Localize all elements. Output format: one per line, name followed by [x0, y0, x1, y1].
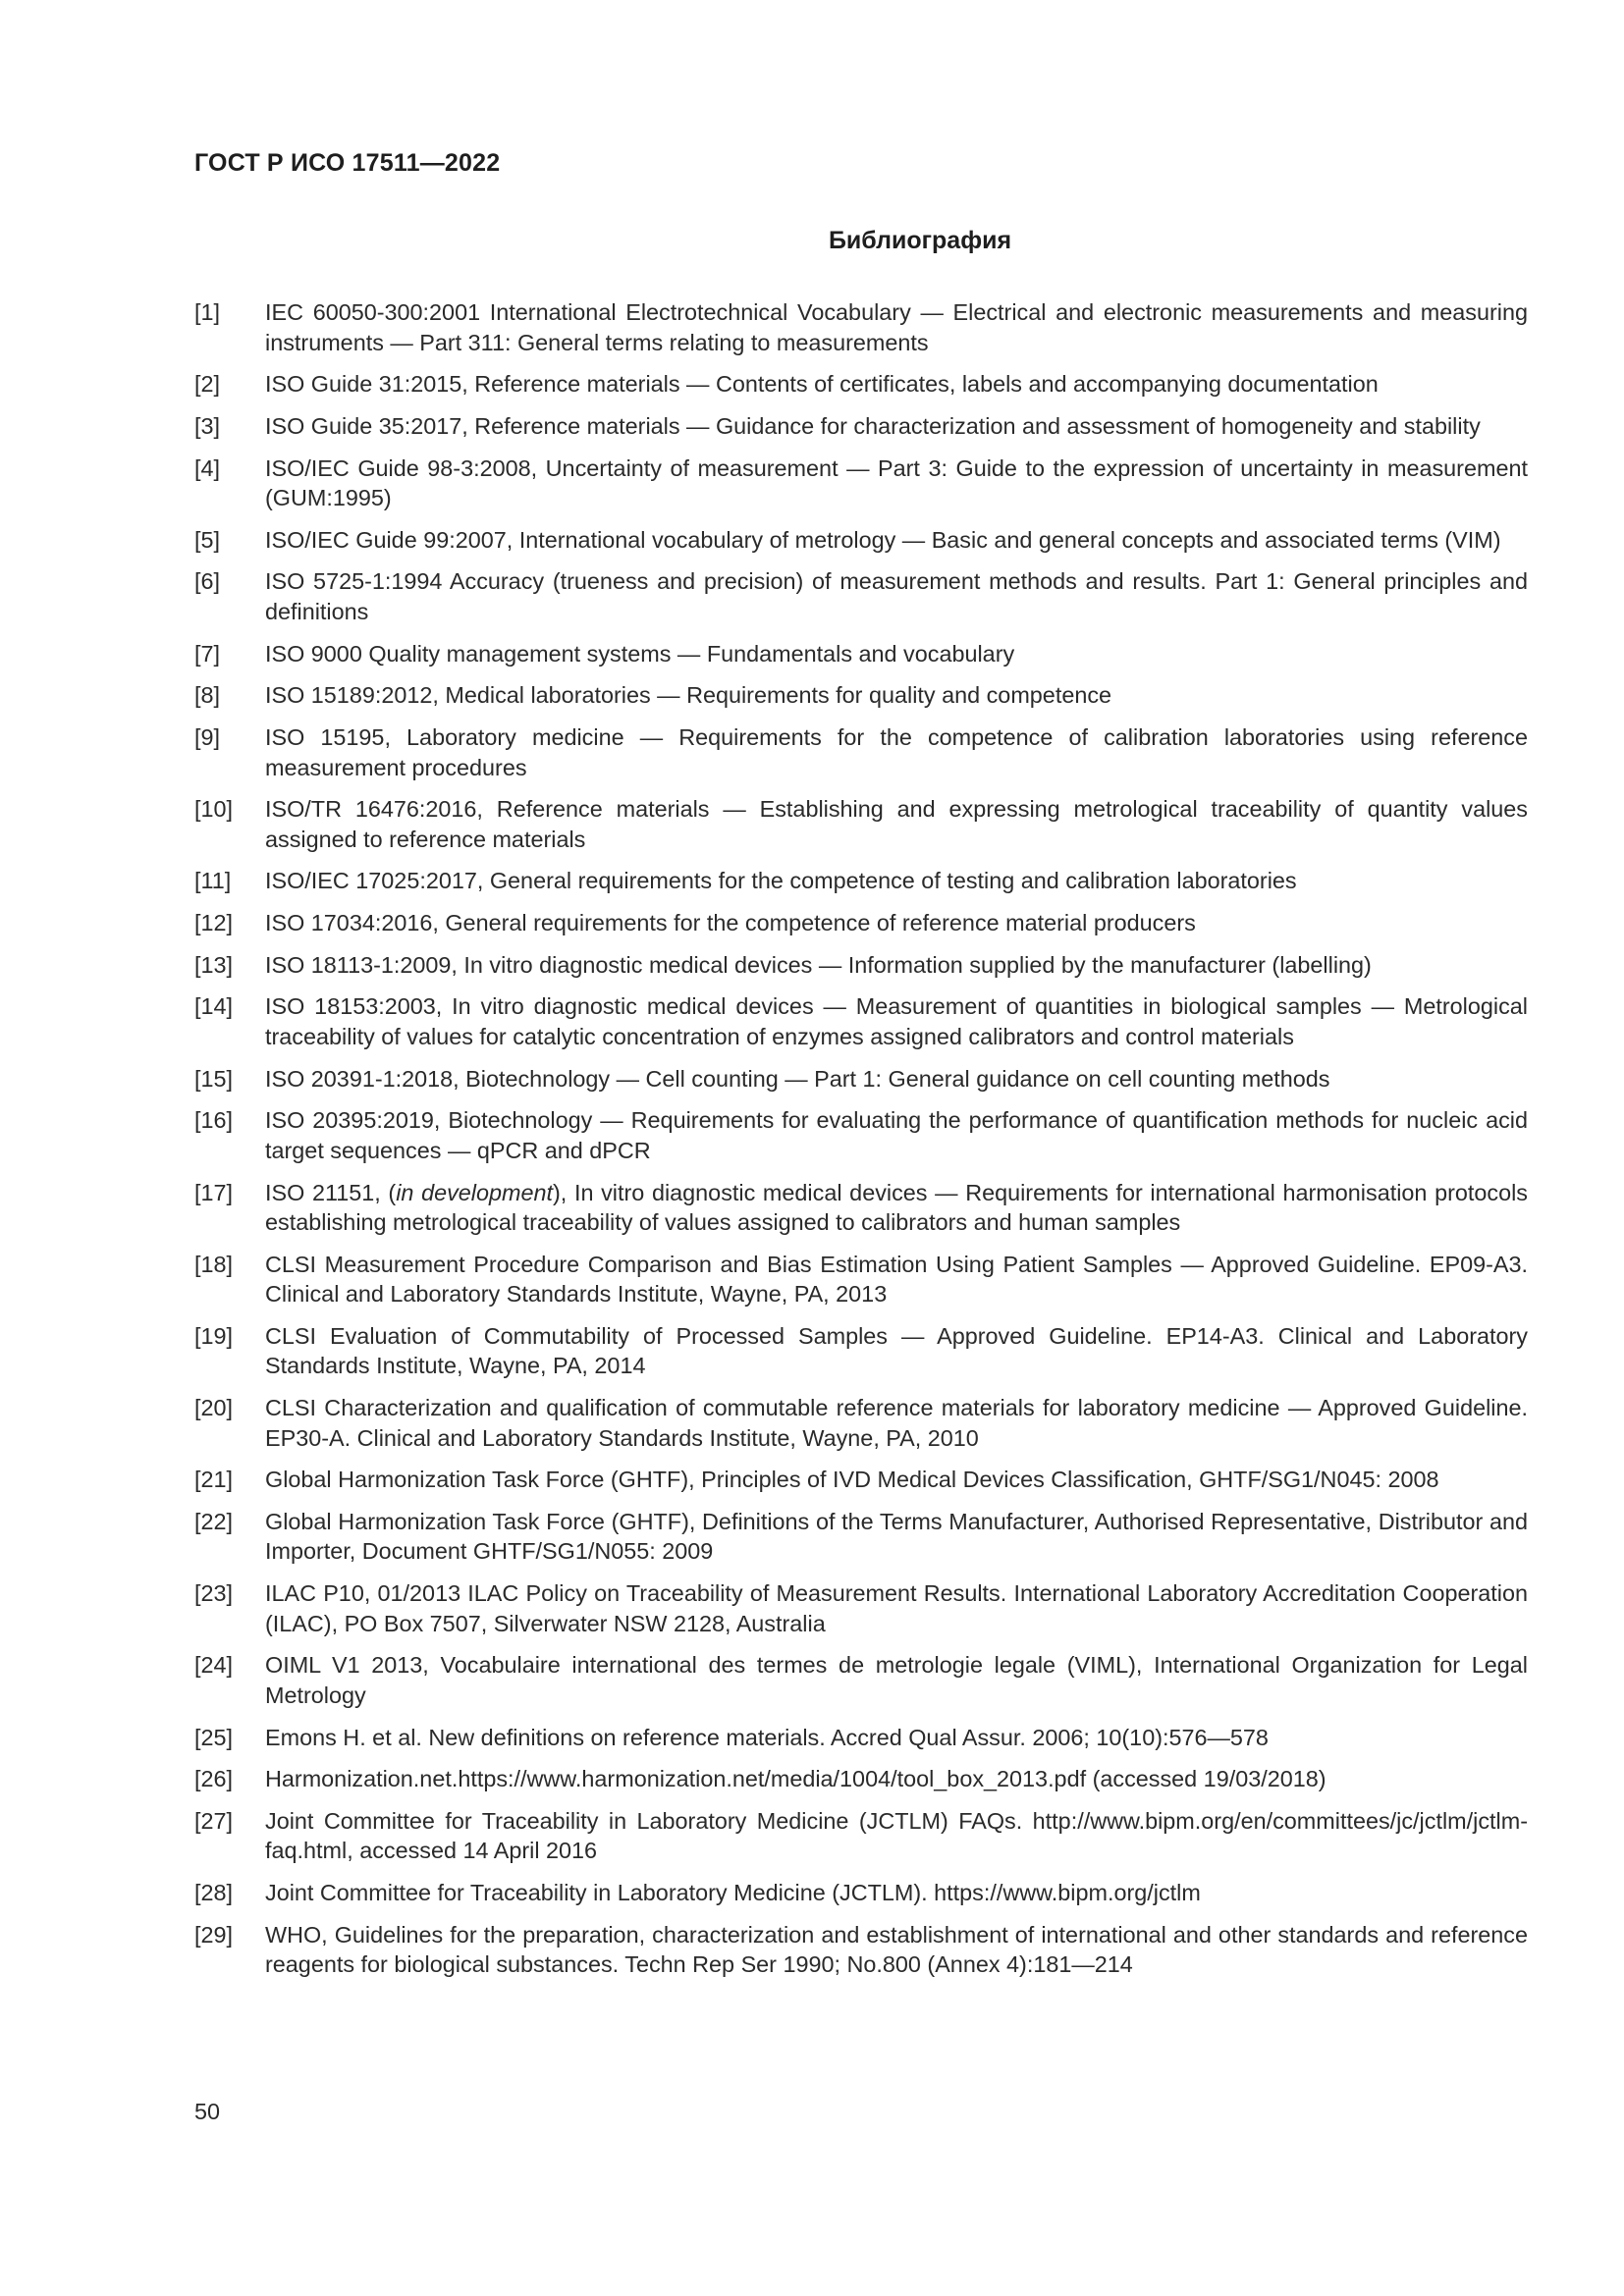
entry-text: Joint Committee for Traceability in Laboratory Medicine (JCTLM) FAQs. http://www.bipm.org/en/committees/jc/jctlm/jctlm-faq.html, accessed 14 April 2016 — [265, 1807, 1528, 1864]
bibliography-entry-23 — [194, 1578, 1528, 1638]
bibliography-entry-15 — [194, 1064, 1528, 1095]
entry-number: [2] — [194, 371, 221, 398]
page-number: 50 — [194, 2099, 221, 2124]
bibliography-entry-12 — [194, 908, 1528, 938]
entry-text: ISO 9000 Quality management systems — Fundamentals and vocabulary — [265, 640, 1015, 667]
entry-number: [11] — [194, 868, 232, 894]
entry-number: [20] — [194, 1395, 234, 1421]
bibliography-entry-18 — [194, 1250, 1528, 1309]
entry-text: CLSI Evaluation of Commutability of Processed Samples — Approved Guideline. EP14-A3. Clinical and Laboratory Standards Institute, Wayne, PA, 2014 — [265, 1322, 1528, 1379]
bibliography-entry-28 — [194, 1878, 1528, 1908]
entry-text: OIML V1 2013, Vocabulaire international des termes de metrologie legale (VIML), International Organization for Legal Metrology — [265, 1652, 1528, 1708]
entry-number: [3] — [194, 412, 221, 439]
entry-text: ISO/IEC 17025:2017, General requirements for the competence of testing and calibration laboratories — [265, 868, 1297, 894]
entry-number: [5] — [194, 526, 221, 553]
bibliography-entry-8 — [194, 680, 1528, 711]
entry-number: [10] — [194, 796, 234, 823]
entry-number: [16] — [194, 1107, 234, 1134]
entry-number: [23] — [194, 1580, 234, 1607]
entry-number: [27] — [194, 1807, 234, 1834]
entry-text: ISO 20395:2019, Biotechnology — Requirements for evaluating the performance of quantification methods for nucleic acid target sequences — qPCR and dPCR — [265, 1107, 1528, 1163]
entry-number: [25] — [194, 1724, 234, 1750]
bibliography-entry-20 — [194, 1393, 1528, 1453]
bibliography-entry-22 — [194, 1507, 1528, 1567]
bibliography-entry-16 — [194, 1105, 1528, 1165]
entry-number: [9] — [194, 724, 221, 750]
entry-text-italic: in development — [396, 1179, 553, 1205]
entry-text: ISO 18113-1:2009, In vitro diagnostic medical devices — Information supplied by the manufacturer (labelling) — [265, 951, 1372, 978]
entry-number: [21] — [194, 1467, 234, 1493]
standard-code-header: ГОСТ Р ИСО 17511—2022 — [194, 149, 501, 177]
entry-number: [14] — [194, 993, 234, 1020]
bibliography-entry-4 — [194, 454, 1528, 513]
entry-text: ISO 17034:2016, General requirements for the competence of reference material producers — [265, 910, 1196, 936]
entry-number: [22] — [194, 1508, 234, 1534]
bibliography-entry-29 — [194, 1920, 1528, 1980]
bibliography-entry-13 — [194, 950, 1528, 981]
bibliography-entry-19 — [194, 1321, 1528, 1381]
entry-number: [28] — [194, 1880, 234, 1906]
entry-text: CLSI Measurement Procedure Comparison and Bias Estimation Using Patient Samples — Approved Guideline. EP09-A3. Clinical and Laboratory Standards Institute, Wayne, PA, 2013 — [265, 1251, 1528, 1308]
bibliography-entry-17 — [194, 1178, 1528, 1238]
entry-text: ISO Guide 31:2015, Reference materials — Contents of certificates, labels and accompanying documentation — [265, 371, 1379, 398]
entry-text: ISO/IEC Guide 99:2007, International vocabulary of metrology — Basic and general concepts and associated terms (VIM) — [265, 526, 1501, 553]
entry-text: ISO 5725-1:1994 Accuracy (trueness and precision) of measurement methods and results. Part 1: General principles and definitions — [265, 568, 1528, 624]
bibliography-entry-24 — [194, 1650, 1528, 1710]
bibliography-entry-21 — [194, 1465, 1528, 1495]
entry-number: [4] — [194, 454, 221, 481]
bibliography-entry-27 — [194, 1806, 1528, 1866]
bibliography-entry-1 — [194, 297, 1528, 357]
bibliography-entry-10 — [194, 794, 1528, 854]
entry-text: ISO 18153:2003, In vitro diagnostic medical devices — Measurement of quantities in biological samples — Metrological traceability of values for catalytic concentration of enzymes assigned calibrators and control materials — [265, 993, 1528, 1049]
entry-text: ISO/TR 16476:2016, Reference materials — Establishing and expressing metrological traceability of quantity values assigned to reference materials — [265, 796, 1528, 852]
entry-text: Global Harmonization Task Force (GHTF), Definitions of the Terms Manufacturer, Authorised Representative, Distributor and Importer, Document GHTF/SG1/N055: 2009 — [265, 1508, 1528, 1565]
entry-text-after: ), In vitro diagnostic medical devices — Requirements for international harmonisation protocols establishing metrological traceability of values assigned to calibrators and human samples — [265, 1179, 1528, 1235]
entry-text-before: ISO 21151, ( — [265, 1179, 397, 1205]
bibliography-entry-3 — [194, 411, 1528, 442]
entry-text: WHO, Guidelines for the preparation, characterization and establishment of international and other standards and reference reagents for biological substances. Techn Rep Ser 1990; No.800 (Annex 4):181—214 — [265, 1921, 1528, 1978]
entry-text: Harmonization.net.https://www.harmonization.net/media/1004/tool_box_2013.pdf (accessed 19/03/2018) — [265, 1766, 1326, 1792]
entry-number: [8] — [194, 682, 221, 709]
entry-number: [19] — [194, 1322, 234, 1349]
entry-text: ILAC P10, 01/2013 ILAC Policy on Traceability of Measurement Results. International Laboratory Accreditation Cooperation (ILAC), PO Box 7507, Silverwater NSW 2128, Australia — [265, 1580, 1528, 1636]
entry-text: Joint Committee for Traceability in Laboratory Medicine (JCTLM). https://www.bipm.org/jctlm — [265, 1880, 1201, 1906]
entry-text: ISO Guide 35:2017, Reference materials — Guidance for characterization and assessment of homogeneity and stability — [265, 412, 1481, 439]
entry-number: [1] — [194, 299, 221, 325]
bibliography-entry-7 — [194, 639, 1528, 669]
entry-text: CLSI Characterization and qualification of commutable reference materials for laboratory medicine — Approved Guideline. EP30-A. Clinical and Laboratory Standards Institute, Wayne, PA, 2010 — [265, 1395, 1528, 1451]
bibliography-entry-26 — [194, 1764, 1528, 1794]
bibliography-entry-14 — [194, 991, 1528, 1051]
entry-number: [15] — [194, 1065, 234, 1092]
entry-number: [29] — [194, 1921, 234, 1948]
entry-text: IEC 60050-300:2001 International Electrotechnical Vocabulary — Electrical and electronic measurements and measuring instruments — Part 311: General terms relating to measurements — [265, 299, 1528, 355]
entry-text: Global Harmonization Task Force (GHTF), Principles of IVD Medical Devices Classification, GHTF/SG1/N045: 2008 — [265, 1467, 1439, 1493]
entry-number: [13] — [194, 951, 234, 978]
entry-number: [7] — [194, 640, 221, 667]
entry-text: ISO/IEC Guide 98-3:2008, Uncertainty of measurement — Part 3: Guide to the expression of uncertainty in measurement (GUM:1995) — [265, 454, 1528, 511]
entry-text: ISO 15195, Laboratory medicine — Requirements for the competence of calibration laboratories using reference measurement procedures — [265, 724, 1528, 780]
bibliography-list — [194, 297, 1528, 1992]
entry-number: [12] — [194, 910, 234, 936]
entry-text: Emons H. et al. New definitions on reference materials. Accred Qual Assur. 2006; 10(10):576—578 — [265, 1724, 1269, 1750]
entry-text: ISO 15189:2012, Medical laboratories — Requirements for quality and competence — [265, 682, 1112, 709]
bibliography-entry-25 — [194, 1723, 1528, 1753]
entry-text: ISO 20391-1:2018, Biotechnology — Cell counting — Part 1: General guidance on cell counting methods — [265, 1065, 1330, 1092]
entry-number: [6] — [194, 568, 221, 595]
bibliography-entry-11 — [194, 866, 1528, 896]
bibliography-title: Библиография — [828, 227, 1012, 254]
entry-number: [17] — [194, 1179, 234, 1205]
entry-number: [18] — [194, 1251, 234, 1277]
bibliography-entry-9 — [194, 722, 1528, 782]
bibliography-entry-2 — [194, 369, 1528, 400]
entry-number: [24] — [194, 1652, 234, 1679]
bibliography-entry-5 — [194, 525, 1528, 556]
entry-text — [265, 1178, 1528, 1238]
bibliography-entry-6 — [194, 566, 1528, 626]
entry-number: [26] — [194, 1766, 234, 1792]
